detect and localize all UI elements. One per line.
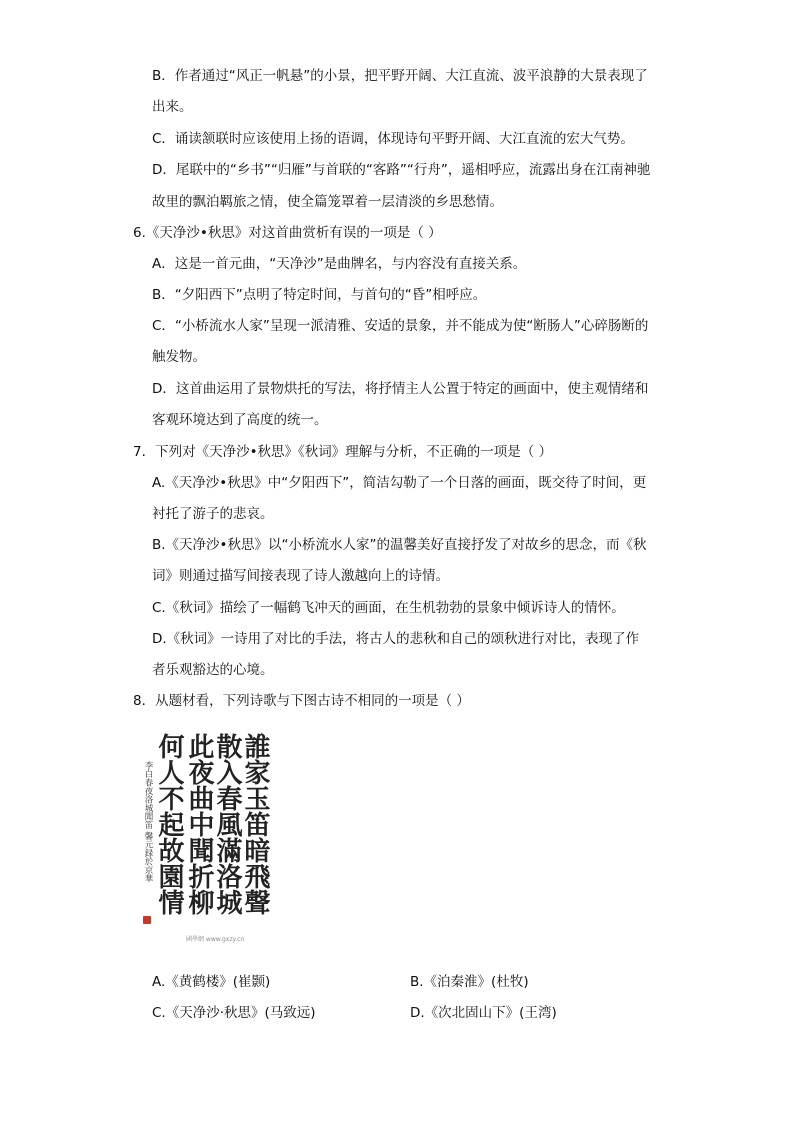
calligraphy-column-1: 誰家玉笛暗飛聲 xyxy=(240,733,270,915)
q7-option-b-cont: 词》则通过描写间接表现了诗人激越向上的诗情。 xyxy=(152,568,449,584)
q6-option-c: C．“小桥流水人家”呈现一派清雅、安适的景象，并不能成为使“断肠人”心碎肠断的 xyxy=(152,318,649,334)
q7-option-a-cont: 衬托了游子的悲哀。 xyxy=(152,506,274,522)
q7-option-c: C.《秋词》描绘了一幅鹤飞冲天的画面，在生机勃勃的景象中倾诉诗人的情怀。 xyxy=(152,600,625,616)
q8-option-b: B.《泊秦淮》(杜牧) xyxy=(410,974,529,990)
question-7: 7．下列对《天净沙•秋思》《秋词》理解与分析，不正确的一项是（ ） xyxy=(133,444,553,460)
q8-option-c: C.《天净沙·秋思》(马致远) xyxy=(152,1005,316,1021)
q5-option-d-cont: 故里的飘泊羁旅之情，使全篇笼罩着一层清淡的乡思愁情。 xyxy=(152,194,503,210)
q5-option-c: C．诵读颔联时应该使用上扬的语调，体现诗句平野开阔、大江直流的宏大气势。 xyxy=(152,131,634,147)
calligraphy-column-4: 何人不起故園情 xyxy=(154,733,184,915)
calligraphy-poem-image xyxy=(140,733,268,945)
question-8: 8．从题材看，下列诗歌与下图古诗不相同的一项是（ ） xyxy=(133,693,470,709)
q6-option-a: A．这是一首元曲，“天净沙”是曲牌名，与内容没有直接关系。 xyxy=(152,256,527,272)
q8-option-d: D.《次北固山下》(王湾) xyxy=(410,1005,557,1021)
q8-option-a: A.《黄鹤楼》(崔颢) xyxy=(152,974,271,990)
q6-option-d-cont: 客观环境达到了高度的统一。 xyxy=(152,412,328,428)
q6-option-b: B．“夕阳西下”点明了特定时间，与首句的“昏”相呼应。 xyxy=(152,287,487,303)
q5-option-d: D．尾联中的“乡书”“归雁”与首联的“客路”“行舟”，遥相呼应，流露出身在江南神驰 xyxy=(152,162,651,178)
q7-option-d-cont: 者乐观豁达的心境。 xyxy=(152,662,274,678)
q5-option-b: B．作者通过“风正一帆悬”的小景，把平野开阔、大江直流、波平浪静的大景表现了 xyxy=(152,68,648,84)
q7-option-d: D.《秋词》一诗用了对比的手法，将古人的悲秋和自己的颂秋进行对比，表现了作 xyxy=(152,631,640,647)
q6-option-c-cont: 触发物。 xyxy=(152,349,206,365)
calligraphy-column-2: 散入春風滿洛城 xyxy=(212,733,242,915)
image-watermark: 國學網 www.gxzy.cn xyxy=(186,936,245,943)
q5-option-b-cont: 出来。 xyxy=(152,99,193,115)
calligraphy-column-3: 此夜曲中聞折柳 xyxy=(184,733,214,915)
q7-option-b: B.《天净沙•秋思》以“小桥流水人家”的温馨美好直接抒发了对故乡的思念，而《秋 xyxy=(152,537,647,553)
calligraphy-inscription: 李白春夜洛城聞笛 馨元録於京華 xyxy=(143,761,153,883)
question-6: 6.《天净沙•秋思》对这首曲赏析有误的一项是（ ） xyxy=(133,225,442,241)
q6-option-d: D．这首曲运用了景物烘托的写法，将抒情主人公置于特定的画面中，使主观情绪和 xyxy=(152,381,649,397)
seal-stamp xyxy=(143,916,151,924)
q7-option-a: A.《天净沙•秋思》中“夕阳西下”，简洁勾勒了一个日落的画面，既交待了时间，更 xyxy=(152,475,647,491)
